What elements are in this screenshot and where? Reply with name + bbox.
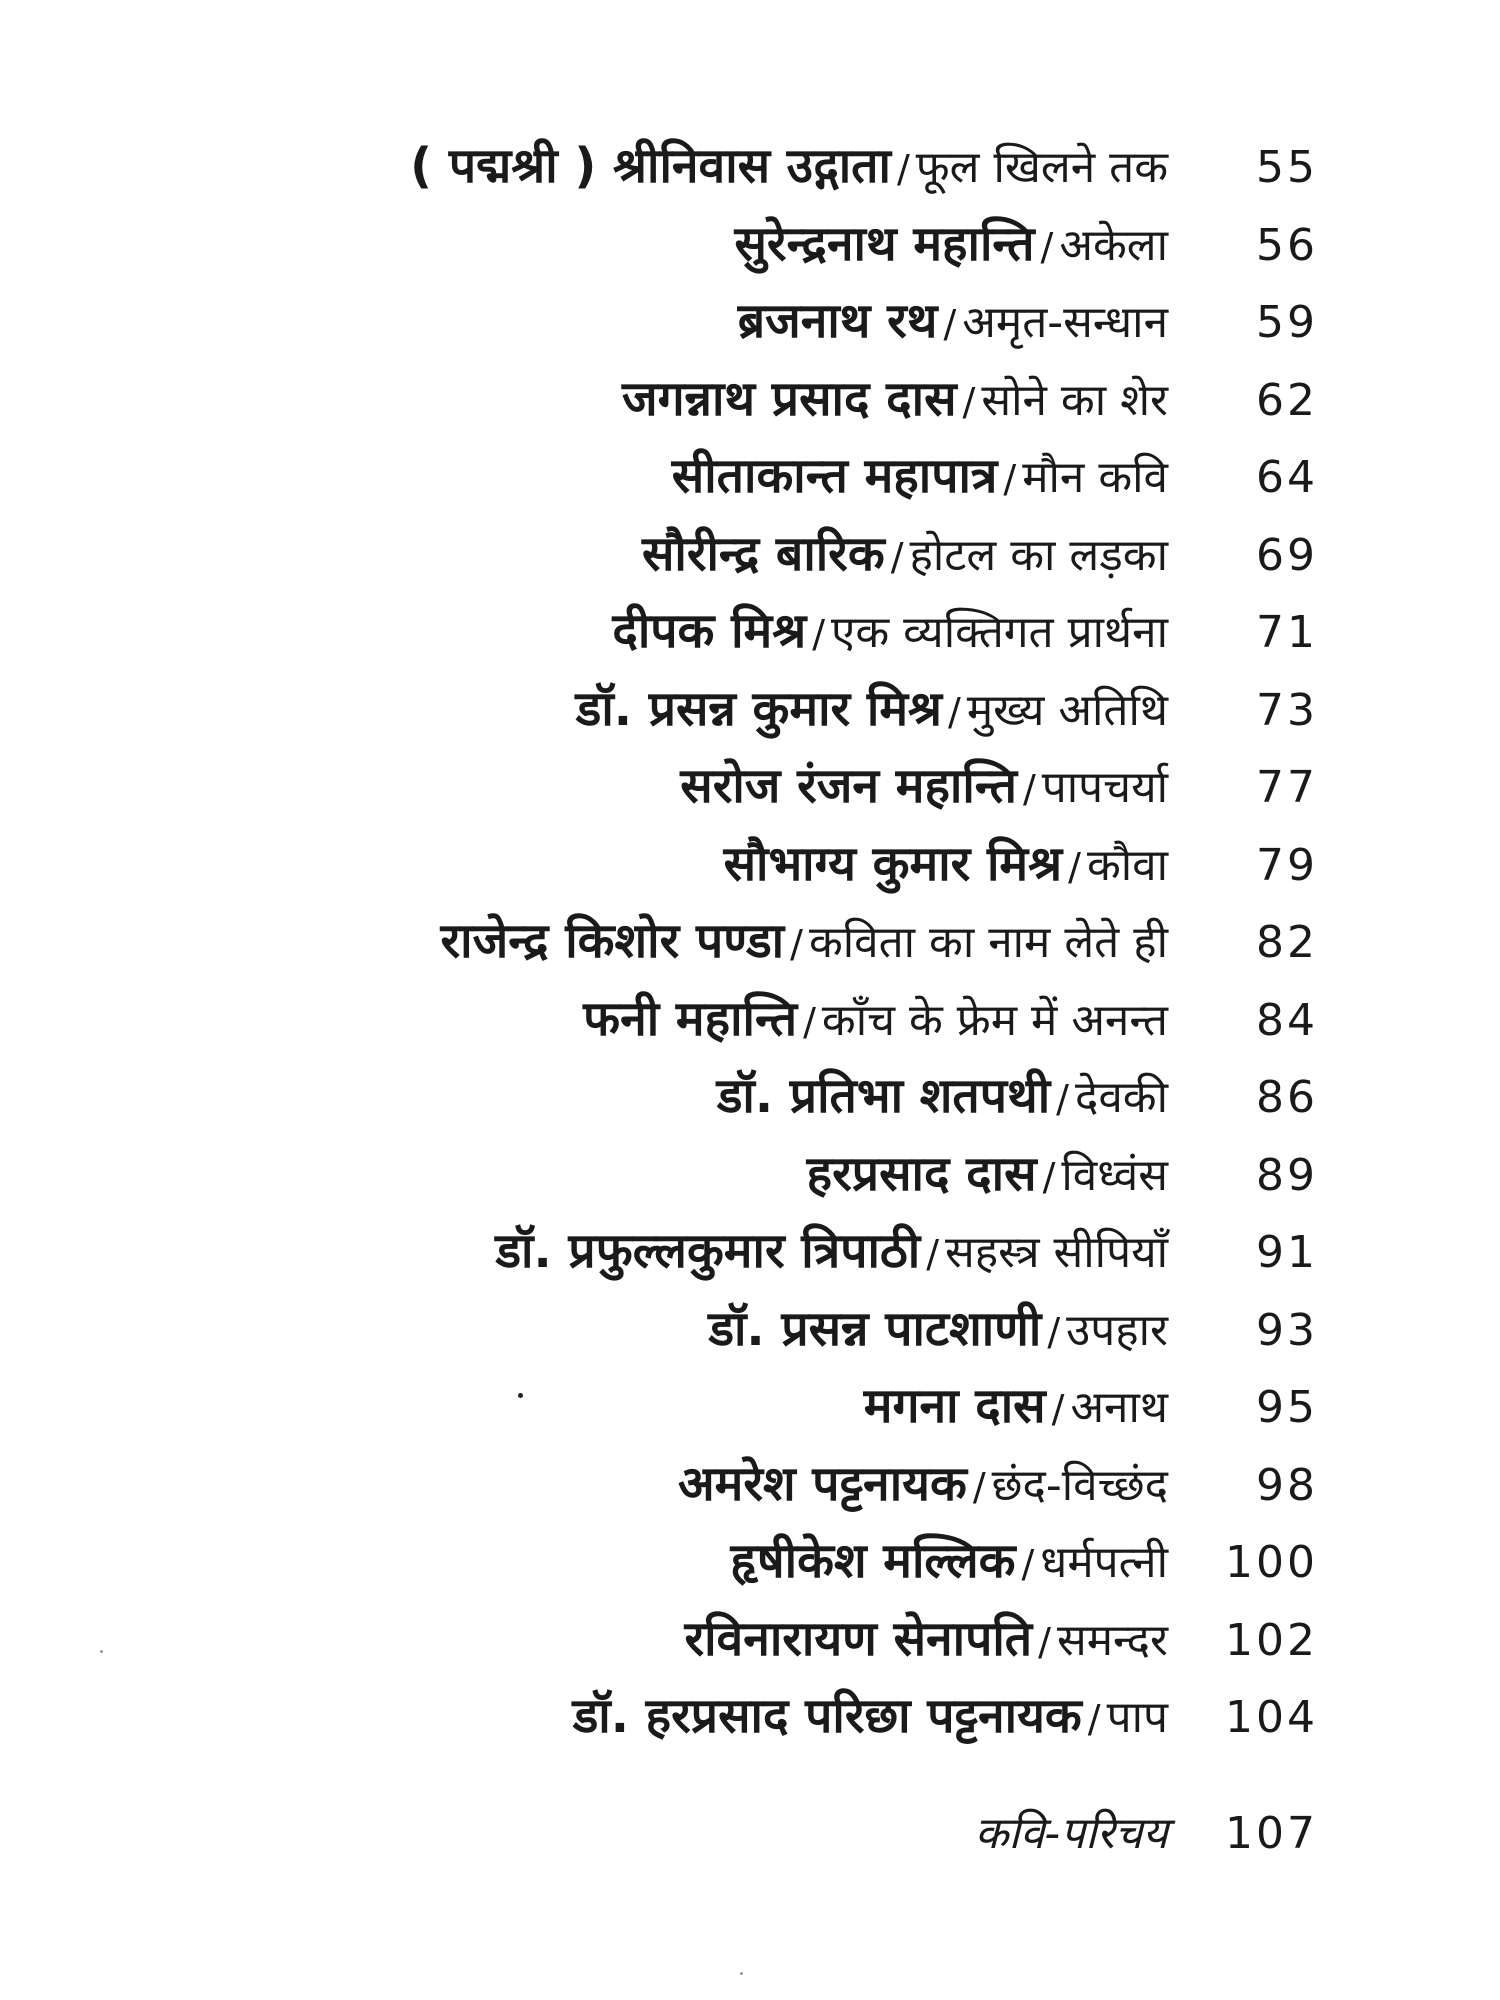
toc-entry [100,1213,1360,1291]
toc-page-number: 56 [1256,219,1318,271]
toc-separator: / [962,379,976,424]
print-speck [100,1650,103,1653]
toc-entry [100,1446,1360,1524]
toc-author: सुरेन्द्रनाथ महान्ति [734,215,1035,272]
toc-separator: / [1051,1387,1065,1431]
toc-page-number: 98 [1256,1459,1318,1511]
toc-entry [100,206,1360,284]
toc-poem-title: सहस्त्र सीपियाँ [945,1227,1168,1278]
poet-introduction-title: कवि-परिचय [974,1808,1168,1859]
toc-separator: / [1047,1309,1061,1354]
toc-poem-title: एक व्यक्तिगत प्रार्थना [831,607,1168,658]
toc-poem-title: समन्दर [1056,1614,1168,1666]
toc-page-number: 79 [1256,839,1318,891]
toc-poem-title: काँच के फ्रेम में अनन्त [821,994,1168,1046]
toc-poem-title: छंद-विच्छंद [991,1459,1168,1511]
toc-page-number: 59 [1256,297,1318,348]
toc-entry [100,903,1360,981]
toc-page-number: 77 [1256,762,1318,813]
toc-author: दीपक मिश्र [612,603,807,659]
toc-entry [100,1136,1360,1214]
toc-entry [100,1058,1360,1136]
toc-author: डॉ. प्रतिभा शतपथी [716,1068,1051,1124]
toc-entry [100,516,1360,594]
toc-entry [100,128,1360,206]
toc-separator: / [890,534,904,579]
toc-author: रविनारायण सेनापति [684,1610,1033,1667]
poet-introduction-page-number: 107 [1225,1808,1318,1859]
toc-entry [100,438,1360,516]
toc-page-number: 84 [1256,994,1318,1046]
toc-poem-title: कौवा [1086,839,1168,891]
toc-page-number: 55 [1256,142,1318,193]
toc-separator: / [1068,844,1081,889]
toc-separator: / [926,1232,940,1276]
toc-poem-title: विध्वंस [1061,1149,1168,1201]
print-speck [518,1393,523,1398]
toc-poem-title: होटल का लड़का [909,529,1168,581]
toc-separator: / [1003,457,1017,501]
toc-poem-title: मौन कवि [1022,452,1168,503]
toc-author: ( पद्मश्री ) श्रीनिवास उद्गाता [410,138,891,194]
toc-separator: / [972,1464,986,1509]
toc-entry [100,361,1360,439]
toc-author: जगन्नाथ प्रसाद दास [621,370,957,427]
toc-separator: / [943,302,957,346]
toc-poem-title: अकेला [1059,219,1168,271]
toc-author: राजेन्द्र किशोर पण्डा [440,913,785,969]
toc-page-number: 95 [1256,1382,1318,1433]
toc-poem-title: मुख्य अतिथि [966,684,1168,736]
toc-entry [100,671,1360,749]
toc-poem-title: पापचर्या [1041,762,1168,813]
toc-author: अमरेश पट्टनायक [677,1455,967,1512]
toc-author: सौभाग्य कुमार मिश्र [723,835,1063,892]
toc-separator: / [790,922,803,966]
toc-author: सौरीन्द्र बारिक [641,525,885,582]
toc-entry [100,1291,1360,1369]
toc-page-number: 62 [1256,374,1318,426]
toc-poem-title: धर्मपत्नी [1040,1537,1168,1588]
toc-poem-title: उपहार [1066,1304,1168,1356]
toc-author: ब्रजनाथ रथ [737,293,938,349]
toc-separator: / [812,612,826,656]
toc-page-number: 64 [1256,452,1318,503]
toc-author: डॉ. प्रसन्न कुमार मिश्र [575,680,943,737]
toc-poem-title: अनाथ [1070,1382,1168,1433]
toc-author: फनी महान्ति [583,990,798,1047]
toc-separator: / [948,689,961,734]
toc-separator: / [896,147,910,191]
toc-page-number: 82 [1256,917,1318,968]
toc-entry [100,981,1360,1059]
toc-poem-title: कविता का नाम लेते ही [808,917,1168,968]
toc-entry [100,1523,1360,1601]
toc-author: सरोज रंजन महान्ति [680,758,1017,814]
toc-footer-entry [100,1795,1360,1873]
toc-author: सीताकान्त महापात्र [671,448,998,504]
toc-page-number: 89 [1256,1149,1318,1201]
toc-author: डॉ. प्रसन्न पाटशाणी [708,1300,1042,1357]
toc-separator: / [1040,224,1054,269]
toc-page-number: 102 [1225,1614,1318,1666]
toc-poem-title: सोने का शेर [981,374,1168,426]
toc-page-number: 71 [1256,607,1318,658]
toc-entry [100,748,1360,826]
toc-entry [100,1678,1360,1756]
toc-poem-title: पाप [1106,1692,1168,1743]
toc-page-number: 73 [1256,684,1318,736]
toc-separator: / [803,999,816,1044]
toc-author: डॉ. हरप्रसाद परिछा पट्टनायक [572,1688,1082,1744]
toc-separator: / [1038,1619,1051,1664]
toc-separator: / [1042,1154,1056,1199]
toc-page-number: 91 [1256,1227,1318,1278]
table-of-contents [100,128,1360,1756]
toc-separator: / [1021,1542,1035,1586]
print-speck [740,1972,743,1975]
toc-page-number: 86 [1256,1072,1318,1123]
toc-poem-title: अमृत-सन्धान [962,297,1168,348]
toc-entry [100,1601,1360,1679]
toc-entry [100,1368,1360,1446]
toc-page-number: 104 [1225,1692,1318,1743]
toc-poem-title: फूल खिलने तक [915,142,1168,193]
toc-author: हृषीकेश मल्लिक [730,1533,1016,1589]
toc-page-number: 100 [1225,1537,1318,1588]
toc-separator: / [1056,1077,1069,1121]
toc-page-number: 93 [1256,1304,1318,1356]
toc-entry [100,593,1360,671]
toc-page-number: 69 [1256,529,1318,581]
toc-separator: / [1022,767,1036,811]
toc-separator: / [1087,1697,1101,1741]
toc-poem-title: देवकी [1074,1072,1168,1123]
toc-entry [100,283,1360,361]
toc-entry [100,826,1360,904]
toc-author: हरप्रसाद दास [806,1145,1037,1202]
toc-author: डॉ. प्रफुल्लकुमार त्रिपाठी [495,1223,921,1279]
toc-author: मगना दास [863,1378,1046,1434]
